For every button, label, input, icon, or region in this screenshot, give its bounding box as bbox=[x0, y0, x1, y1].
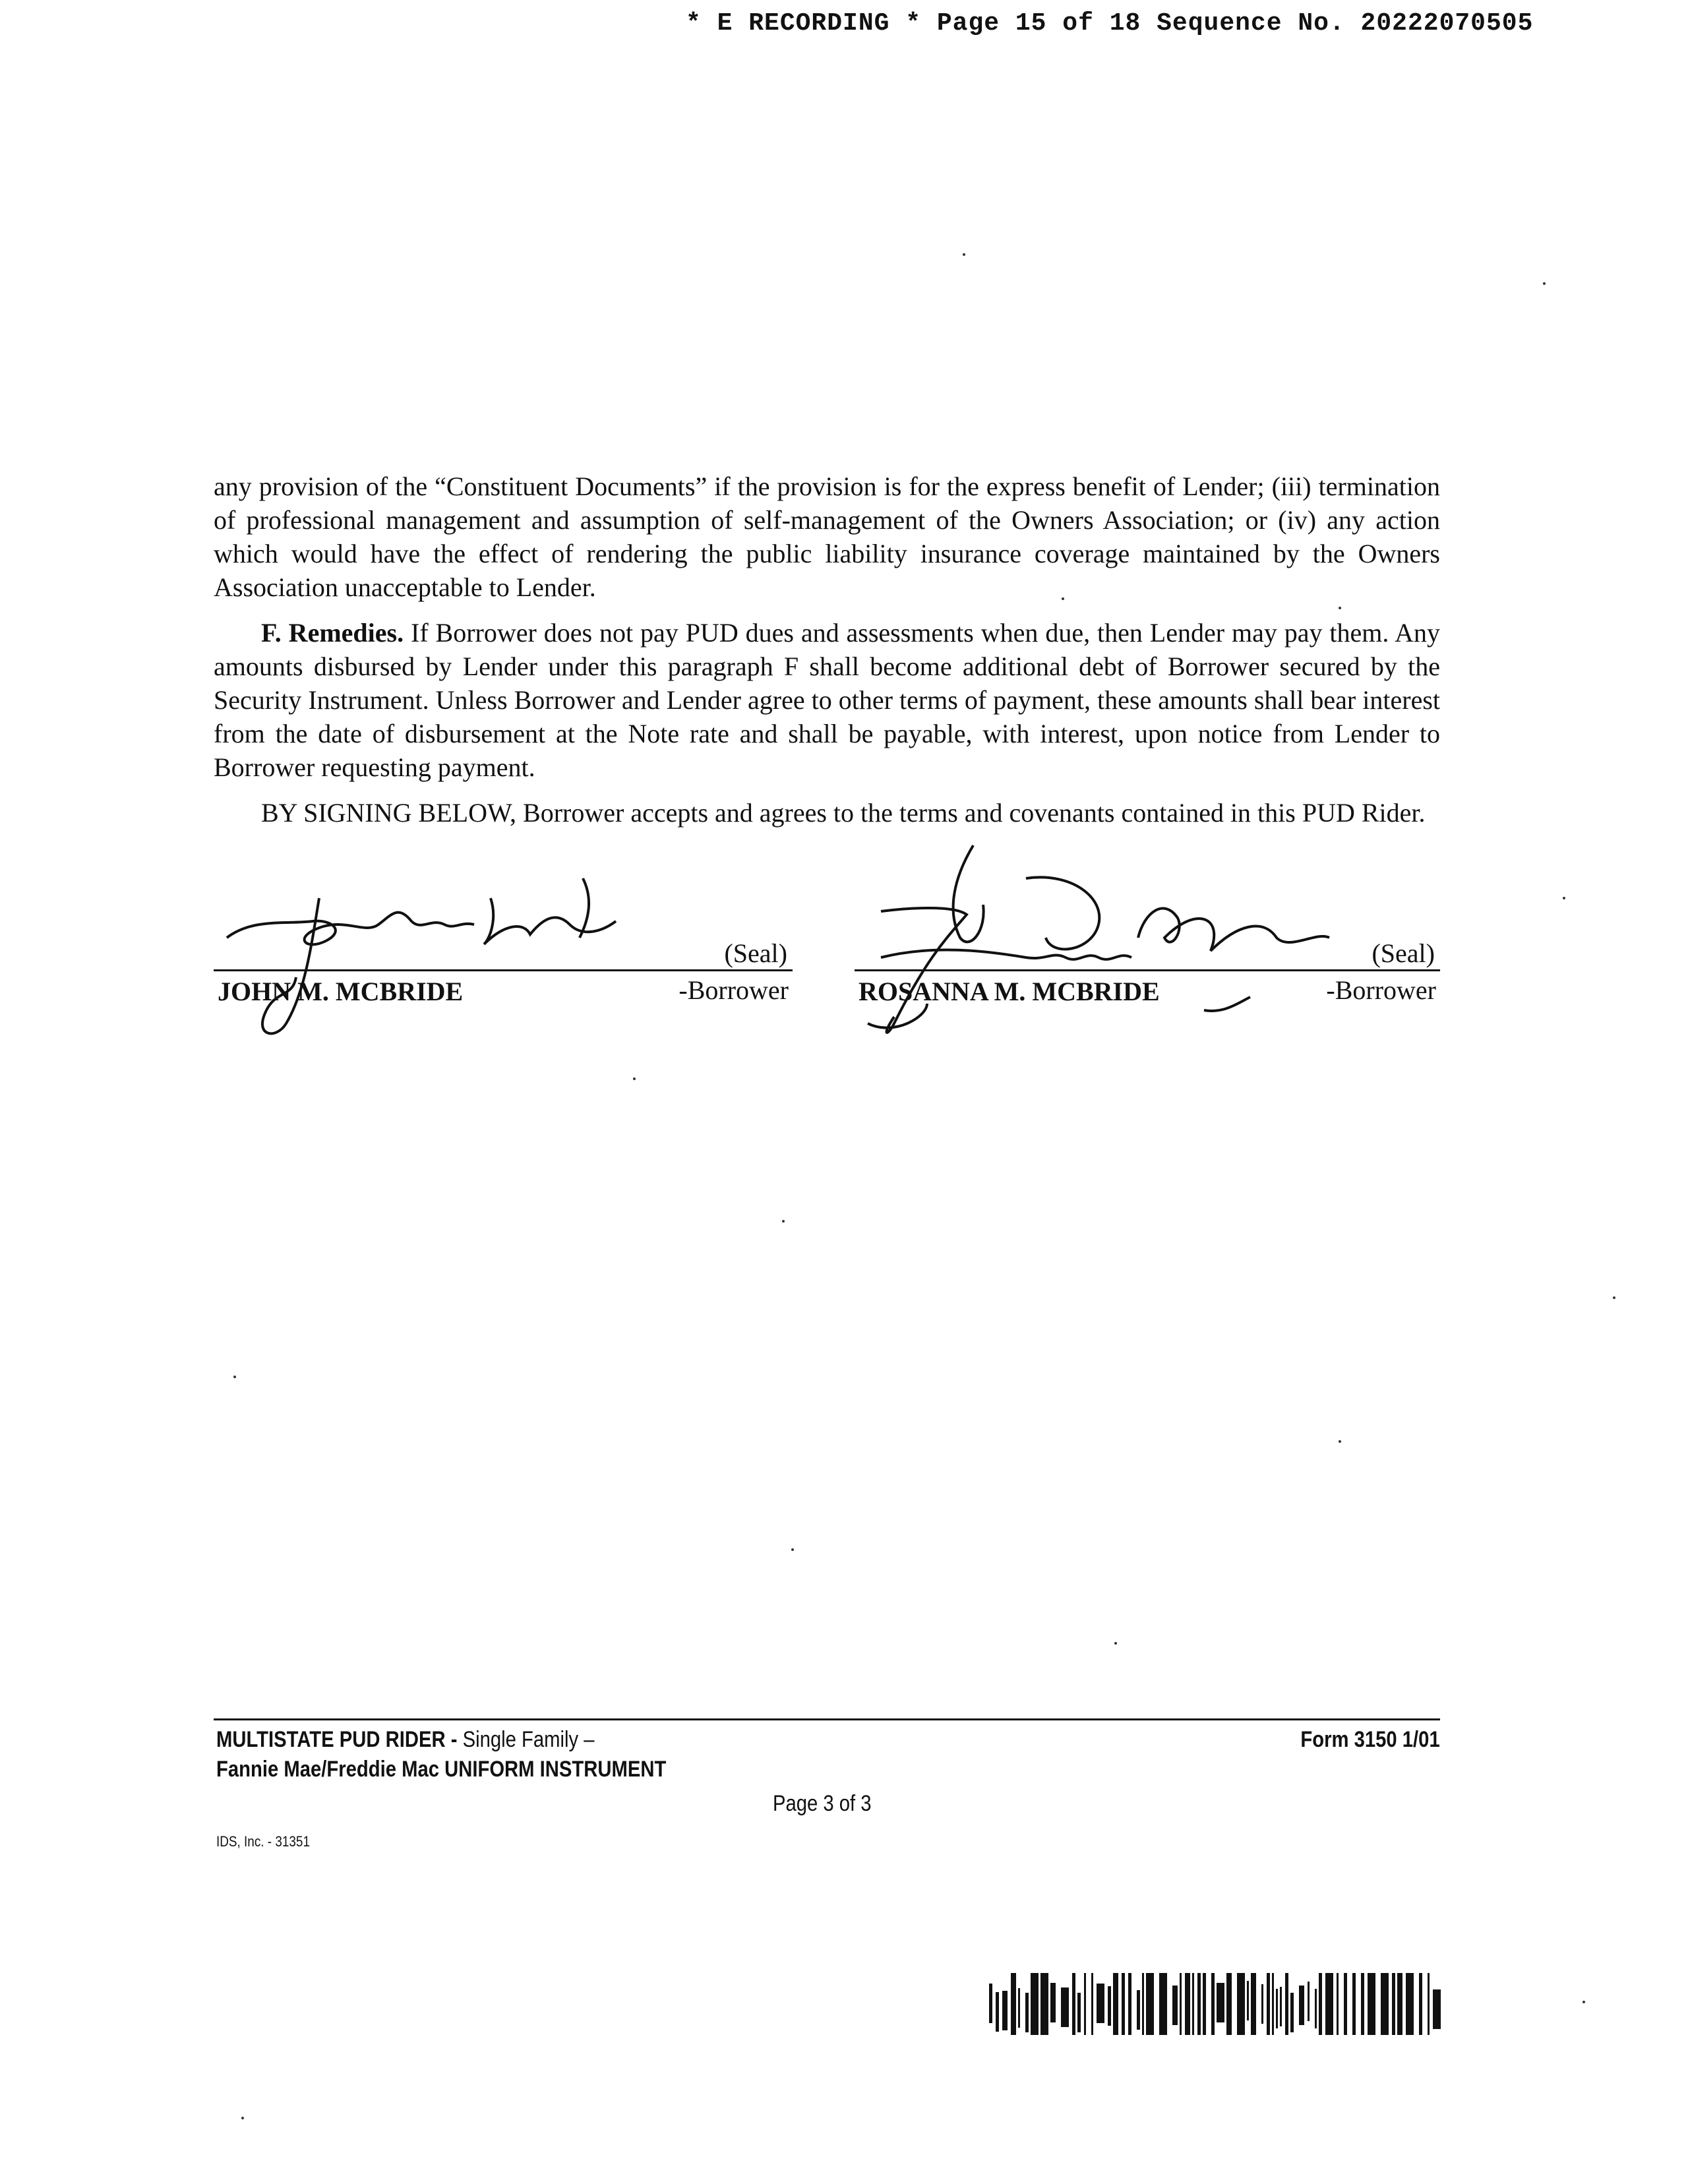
scan-speck bbox=[1062, 597, 1064, 600]
barcode-bar bbox=[1247, 1981, 1249, 2020]
scan-speck bbox=[1613, 1296, 1615, 1299]
barcode-bar bbox=[1392, 1973, 1395, 2035]
barcode-bar bbox=[1128, 1973, 1131, 2035]
barcode-bar bbox=[1142, 1973, 1144, 2035]
barcode-bar bbox=[1419, 1973, 1422, 2035]
document-body bbox=[214, 470, 1440, 830]
borrower-role: -Borrower bbox=[678, 975, 789, 1005]
barcode-bar bbox=[1433, 1989, 1441, 2029]
signature-block-rosanna bbox=[855, 918, 1440, 1017]
footer-title-normal: Single Family – bbox=[457, 1727, 595, 1752]
barcode-bar bbox=[1185, 1973, 1190, 2035]
barcode-bar bbox=[1406, 1973, 1414, 2035]
barcode-bar bbox=[1159, 1973, 1167, 2035]
barcode-bar bbox=[1272, 1973, 1274, 2035]
paragraph-signing-statement: BY SIGNING BELOW, Borrower accepts and agrees to the terms and covenants contained in this PUD Rider. bbox=[261, 798, 1426, 828]
barcode-bar bbox=[1267, 1973, 1270, 2035]
borrower-name: JOHN M. MCBRIDE bbox=[218, 977, 464, 1006]
seal-label: (Seal) bbox=[1372, 938, 1435, 968]
scan-speck bbox=[782, 1220, 785, 1223]
barcode-bar bbox=[1077, 1993, 1081, 2032]
barcode-bar bbox=[1308, 1982, 1310, 2021]
barcode-image bbox=[989, 1973, 1444, 2035]
barcode-bar bbox=[1280, 1987, 1282, 2026]
barcode-bar bbox=[1192, 1973, 1194, 2035]
barcode-bar bbox=[1050, 1983, 1056, 2022]
footer-title-bold: MULTISTATE PUD RIDER - bbox=[216, 1727, 458, 1752]
borrower-role: -Borrower bbox=[1326, 975, 1436, 1005]
barcode-bar bbox=[1061, 1987, 1069, 2027]
scan-speck bbox=[1563, 897, 1565, 899]
barcode-bar bbox=[1285, 1973, 1288, 2035]
barcode-bar bbox=[1197, 1973, 1201, 2035]
barcode-bar bbox=[1002, 1991, 1008, 2030]
barcode-bar bbox=[1361, 1973, 1364, 2035]
remedies-text: If Borrower does not pay PUD dues and assessments when due, then Lender may pay them. Any amounts disbursed by Lender under this paragraph F shall become additional debt of Borrower secured by the Security Instrument. Unless Borrower and Lender agree to other terms of payment, these amounts shall bear interest from the date of disbursement at the Note rate and shall be payable, with interest, upon notice from Lender to Borrower requesting payment. bbox=[214, 618, 1441, 782]
barcode-bar bbox=[1276, 1989, 1278, 2028]
barcode-bar bbox=[1217, 1983, 1224, 2022]
footer-title bbox=[216, 1727, 594, 1753]
barcode-bar bbox=[1290, 1993, 1294, 2032]
barcode-bar bbox=[1113, 1973, 1118, 2035]
barcode-bar bbox=[1211, 1973, 1215, 2035]
barcode-bar bbox=[1325, 1973, 1333, 2035]
barcode-bar bbox=[989, 1984, 992, 2023]
barcode-bar bbox=[1337, 1973, 1339, 2035]
barcode-bar bbox=[1203, 1973, 1206, 2035]
remedies-heading: F. Remedies. bbox=[261, 618, 404, 648]
barcode-bar bbox=[1368, 1973, 1375, 2035]
barcode-bar bbox=[1097, 1984, 1104, 2023]
barcode-bar bbox=[1018, 1988, 1020, 2028]
scan-speck bbox=[963, 253, 965, 256]
page-number: Page 3 of 3 bbox=[773, 1791, 872, 1816]
barcode-bar bbox=[1146, 1973, 1154, 2035]
barcode-bar bbox=[1237, 1973, 1245, 2035]
barcode-bar bbox=[1352, 1973, 1356, 2035]
barcode-bar bbox=[1122, 1973, 1125, 2035]
barcode-bar bbox=[1031, 1973, 1039, 2035]
scan-speck bbox=[791, 1548, 794, 1551]
scan-speck bbox=[1543, 282, 1546, 285]
paragraph-constituent-documents: any provision of the “Constituent Documents” if the provision is for the express benefit of Lender; (iii) termination of professional management and assumption of self-management of the Owners Association; or (iv) any action which would have the effect of rendering the public liability insurance coverage maintained by the Owners Association unacceptable to Lender. bbox=[214, 471, 1440, 602]
scan-speck bbox=[1339, 1440, 1341, 1443]
scan-speck bbox=[1582, 2001, 1585, 2003]
barcode-bar bbox=[1180, 1973, 1182, 2035]
signature-john-handwritten bbox=[214, 859, 622, 1043]
barcode-bar bbox=[1251, 1973, 1256, 2035]
barcode-bar bbox=[1315, 1989, 1317, 2028]
scan-speck bbox=[633, 1077, 636, 1080]
barcode-bar bbox=[1011, 1973, 1016, 2035]
barcode-bar bbox=[1397, 1973, 1402, 2035]
barcode-bar bbox=[1108, 1986, 1111, 2026]
signature-block-john bbox=[214, 918, 793, 1017]
barcode-bar bbox=[1172, 1986, 1178, 2025]
barcode-bar bbox=[1072, 1973, 1075, 2035]
barcode-bar bbox=[1084, 1973, 1086, 2035]
barcode-bar bbox=[1137, 1990, 1140, 2030]
barcode-bar bbox=[1428, 1973, 1430, 2035]
barcode-bar bbox=[1226, 1973, 1232, 2035]
barcode-bar bbox=[1344, 1973, 1347, 2035]
barcode-bar bbox=[1261, 1984, 1263, 2024]
scan-speck bbox=[241, 2117, 244, 2119]
signature-line bbox=[214, 969, 793, 971]
scan-speck bbox=[1339, 607, 1341, 609]
ids-code: IDS, Inc. - 31351 bbox=[216, 1833, 310, 1850]
form-footer bbox=[214, 1718, 1440, 1850]
barcode-bar bbox=[1025, 1993, 1029, 2032]
barcode-bar bbox=[996, 1992, 999, 2032]
recording-header: * E RECORDING * Page 15 of 18 Sequence No. 20222070505 bbox=[686, 9, 1534, 38]
barcode-bar bbox=[1319, 1973, 1322, 2035]
form-number: Form 3150 1/01 bbox=[1300, 1727, 1440, 1752]
signature-line bbox=[855, 969, 1440, 971]
barcode-bars bbox=[989, 1973, 1441, 2035]
footer-instrument: Fannie Mae/Freddie Mac UNIFORM INSTRUMENT bbox=[216, 1757, 667, 1782]
barcode-bar bbox=[1040, 1973, 1048, 2035]
barcode-bar bbox=[1299, 1986, 1304, 2025]
signature-rosanna-handwritten bbox=[855, 859, 1356, 1076]
scan-speck bbox=[1114, 1642, 1117, 1645]
seal-label: (Seal) bbox=[724, 938, 787, 968]
paragraph-remedies bbox=[214, 616, 1440, 784]
barcode-bar bbox=[1381, 1973, 1389, 2035]
scan-speck bbox=[233, 1376, 236, 1378]
barcode-bar bbox=[1091, 1973, 1093, 2035]
borrower-name: ROSANNA M. MCBRIDE bbox=[859, 977, 1160, 1006]
